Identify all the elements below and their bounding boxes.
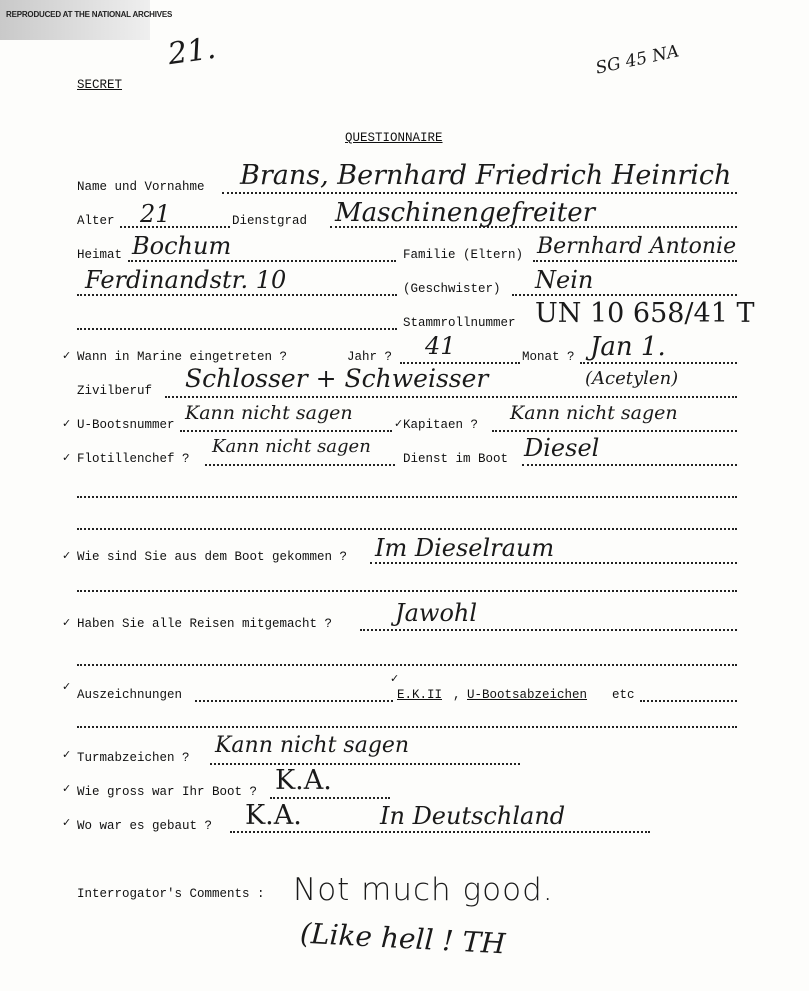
familie-value: Bernhard Antonie <box>537 234 737 259</box>
turm-line <box>210 763 520 765</box>
boot-value: Im Dieselraum <box>375 534 555 562</box>
dienstgrad-value: Maschinengefreiter <box>335 198 596 228</box>
kapitaen-line <box>492 430 737 432</box>
checkmark-icon: ✓ <box>62 417 72 430</box>
dienst-value: Diesel <box>524 434 600 462</box>
monat-label: Monat ? <box>522 350 575 364</box>
flotille-line <box>205 464 395 466</box>
gebaut-value-1: K.A. <box>245 800 302 831</box>
comments-label: Interrogator's Comments : <box>77 887 265 901</box>
auszeichnungen-separator: , <box>453 688 461 702</box>
dienst-line <box>522 464 737 466</box>
checkmark-icon: ✓ <box>62 616 72 629</box>
reisen-label: Haben Sie alle Reisen mitgemacht ? <box>77 617 333 631</box>
boot-label: Wie sind Sie aus dem Boot gekommen ? <box>77 550 348 564</box>
flotille-value: Kann nicht sagen <box>212 436 371 457</box>
blank-line-3 <box>77 528 737 530</box>
turm-value: Kann nicht sagen <box>215 733 410 758</box>
checkmark-icon: ✓ <box>62 816 72 829</box>
comments-line-1: Not much good. <box>293 872 554 908</box>
gebaut-label: Wo war es gebaut ? <box>77 819 213 833</box>
auszeichnungen-value-2: U-Bootsabzeichen <box>467 688 588 702</box>
name-line <box>222 192 737 194</box>
gross-value: K.A. <box>275 765 332 796</box>
checkmark-icon: ✓ <box>62 748 72 761</box>
familie-line <box>533 260 737 262</box>
auszeichnungen-line-2 <box>640 700 737 702</box>
page-title: QUESTIONNAIRE <box>345 131 443 145</box>
dienst-label: Dienst im Boot <box>403 452 509 466</box>
uboot-value: Kann nicht sagen <box>185 402 353 424</box>
familie-label: Familie (Eltern) <box>403 248 524 262</box>
monat-value: Jan 1. <box>590 332 666 362</box>
reisen-line <box>360 629 737 631</box>
name-value: Brans, Bernhard Friedrich Heinrich <box>240 160 732 191</box>
checkmark-icon: ✓ <box>390 672 400 685</box>
gebaut-line <box>230 831 650 833</box>
checkmark-icon: ✓ <box>394 417 404 430</box>
gebaut-value-2: In Deutschland <box>380 802 566 830</box>
uboot-label: U-Bootsnummer <box>77 418 175 432</box>
blank-line-2 <box>77 496 737 498</box>
alter-label: Alter <box>77 214 115 228</box>
boot-line <box>370 562 737 564</box>
heimat-value: Bochum <box>132 232 232 260</box>
zivilberuf-label: Zivilberuf <box>77 384 153 398</box>
blank-line-6 <box>77 726 737 728</box>
checkmark-icon: ✓ <box>62 782 72 795</box>
checkmark-icon: ✓ <box>62 349 72 362</box>
zivilberuf-extra: (Acetylen) <box>585 368 679 389</box>
dienstgrad-label: Dienstgrad <box>232 214 308 228</box>
zivilberuf-line <box>165 396 737 398</box>
jahr-label: Jahr ? <box>347 350 393 364</box>
kapitaen-value: Kann nicht sagen <box>510 402 678 424</box>
geschwister-line <box>512 294 737 296</box>
name-label: Name und Vornahme <box>77 180 205 194</box>
kapitaen-label: Kapitaen ? <box>403 418 479 432</box>
archive-stamp-bar <box>0 0 150 40</box>
blank-line-5 <box>77 664 737 666</box>
alter-line <box>120 226 230 228</box>
geschwister-label: (Geschwister) <box>403 282 501 296</box>
auszeichnungen-line <box>195 700 393 702</box>
zivilberuf-value: Schlosser + Schweisser <box>185 364 489 393</box>
checkmark-icon: ✓ <box>62 680 72 693</box>
address-line <box>77 294 397 296</box>
jahr-value: 41 <box>425 332 456 360</box>
stammrolle-label: Stammrollnummer <box>403 316 516 330</box>
archive-stamp: REPRODUCED AT THE NATIONAL ARCHIVES <box>6 10 173 19</box>
file-reference: SG 45 NA <box>593 41 681 79</box>
geschwister-value: Nein <box>535 266 594 294</box>
document-number: 21. <box>165 30 218 73</box>
checkmark-icon: ✓ <box>62 549 72 562</box>
blank-line-4 <box>77 590 737 592</box>
heimat-label: Heimat <box>77 248 123 262</box>
flotille-label: Flotillenchef ? <box>77 452 190 466</box>
turm-label: Turmabzeichen ? <box>77 751 190 765</box>
gross-label: Wie gross war Ihr Boot ? <box>77 785 258 799</box>
address-value: Ferdinandstr. 10 <box>85 266 287 294</box>
reisen-value: Jawohl <box>395 599 478 627</box>
alter-value: 21 <box>140 200 171 228</box>
uboot-line <box>180 430 392 432</box>
auszeichnungen-etc: etc <box>612 688 635 702</box>
checkmark-icon: ✓ <box>62 451 72 464</box>
stammrolle-value: UN 10 658/41 T <box>535 298 755 329</box>
marine-label: Wann in Marine eingetreten ? <box>77 350 288 364</box>
heimat-line <box>128 260 396 262</box>
auszeichnungen-label: Auszeichnungen <box>77 688 183 702</box>
blank-line-1 <box>77 328 397 330</box>
auszeichnungen-value-1: E.K.II <box>397 688 443 702</box>
classification-label: SECRET <box>77 78 123 92</box>
gross-line <box>270 797 390 799</box>
monat-line <box>580 362 737 364</box>
comments-line-2: (Like hell ! TH <box>299 916 507 961</box>
